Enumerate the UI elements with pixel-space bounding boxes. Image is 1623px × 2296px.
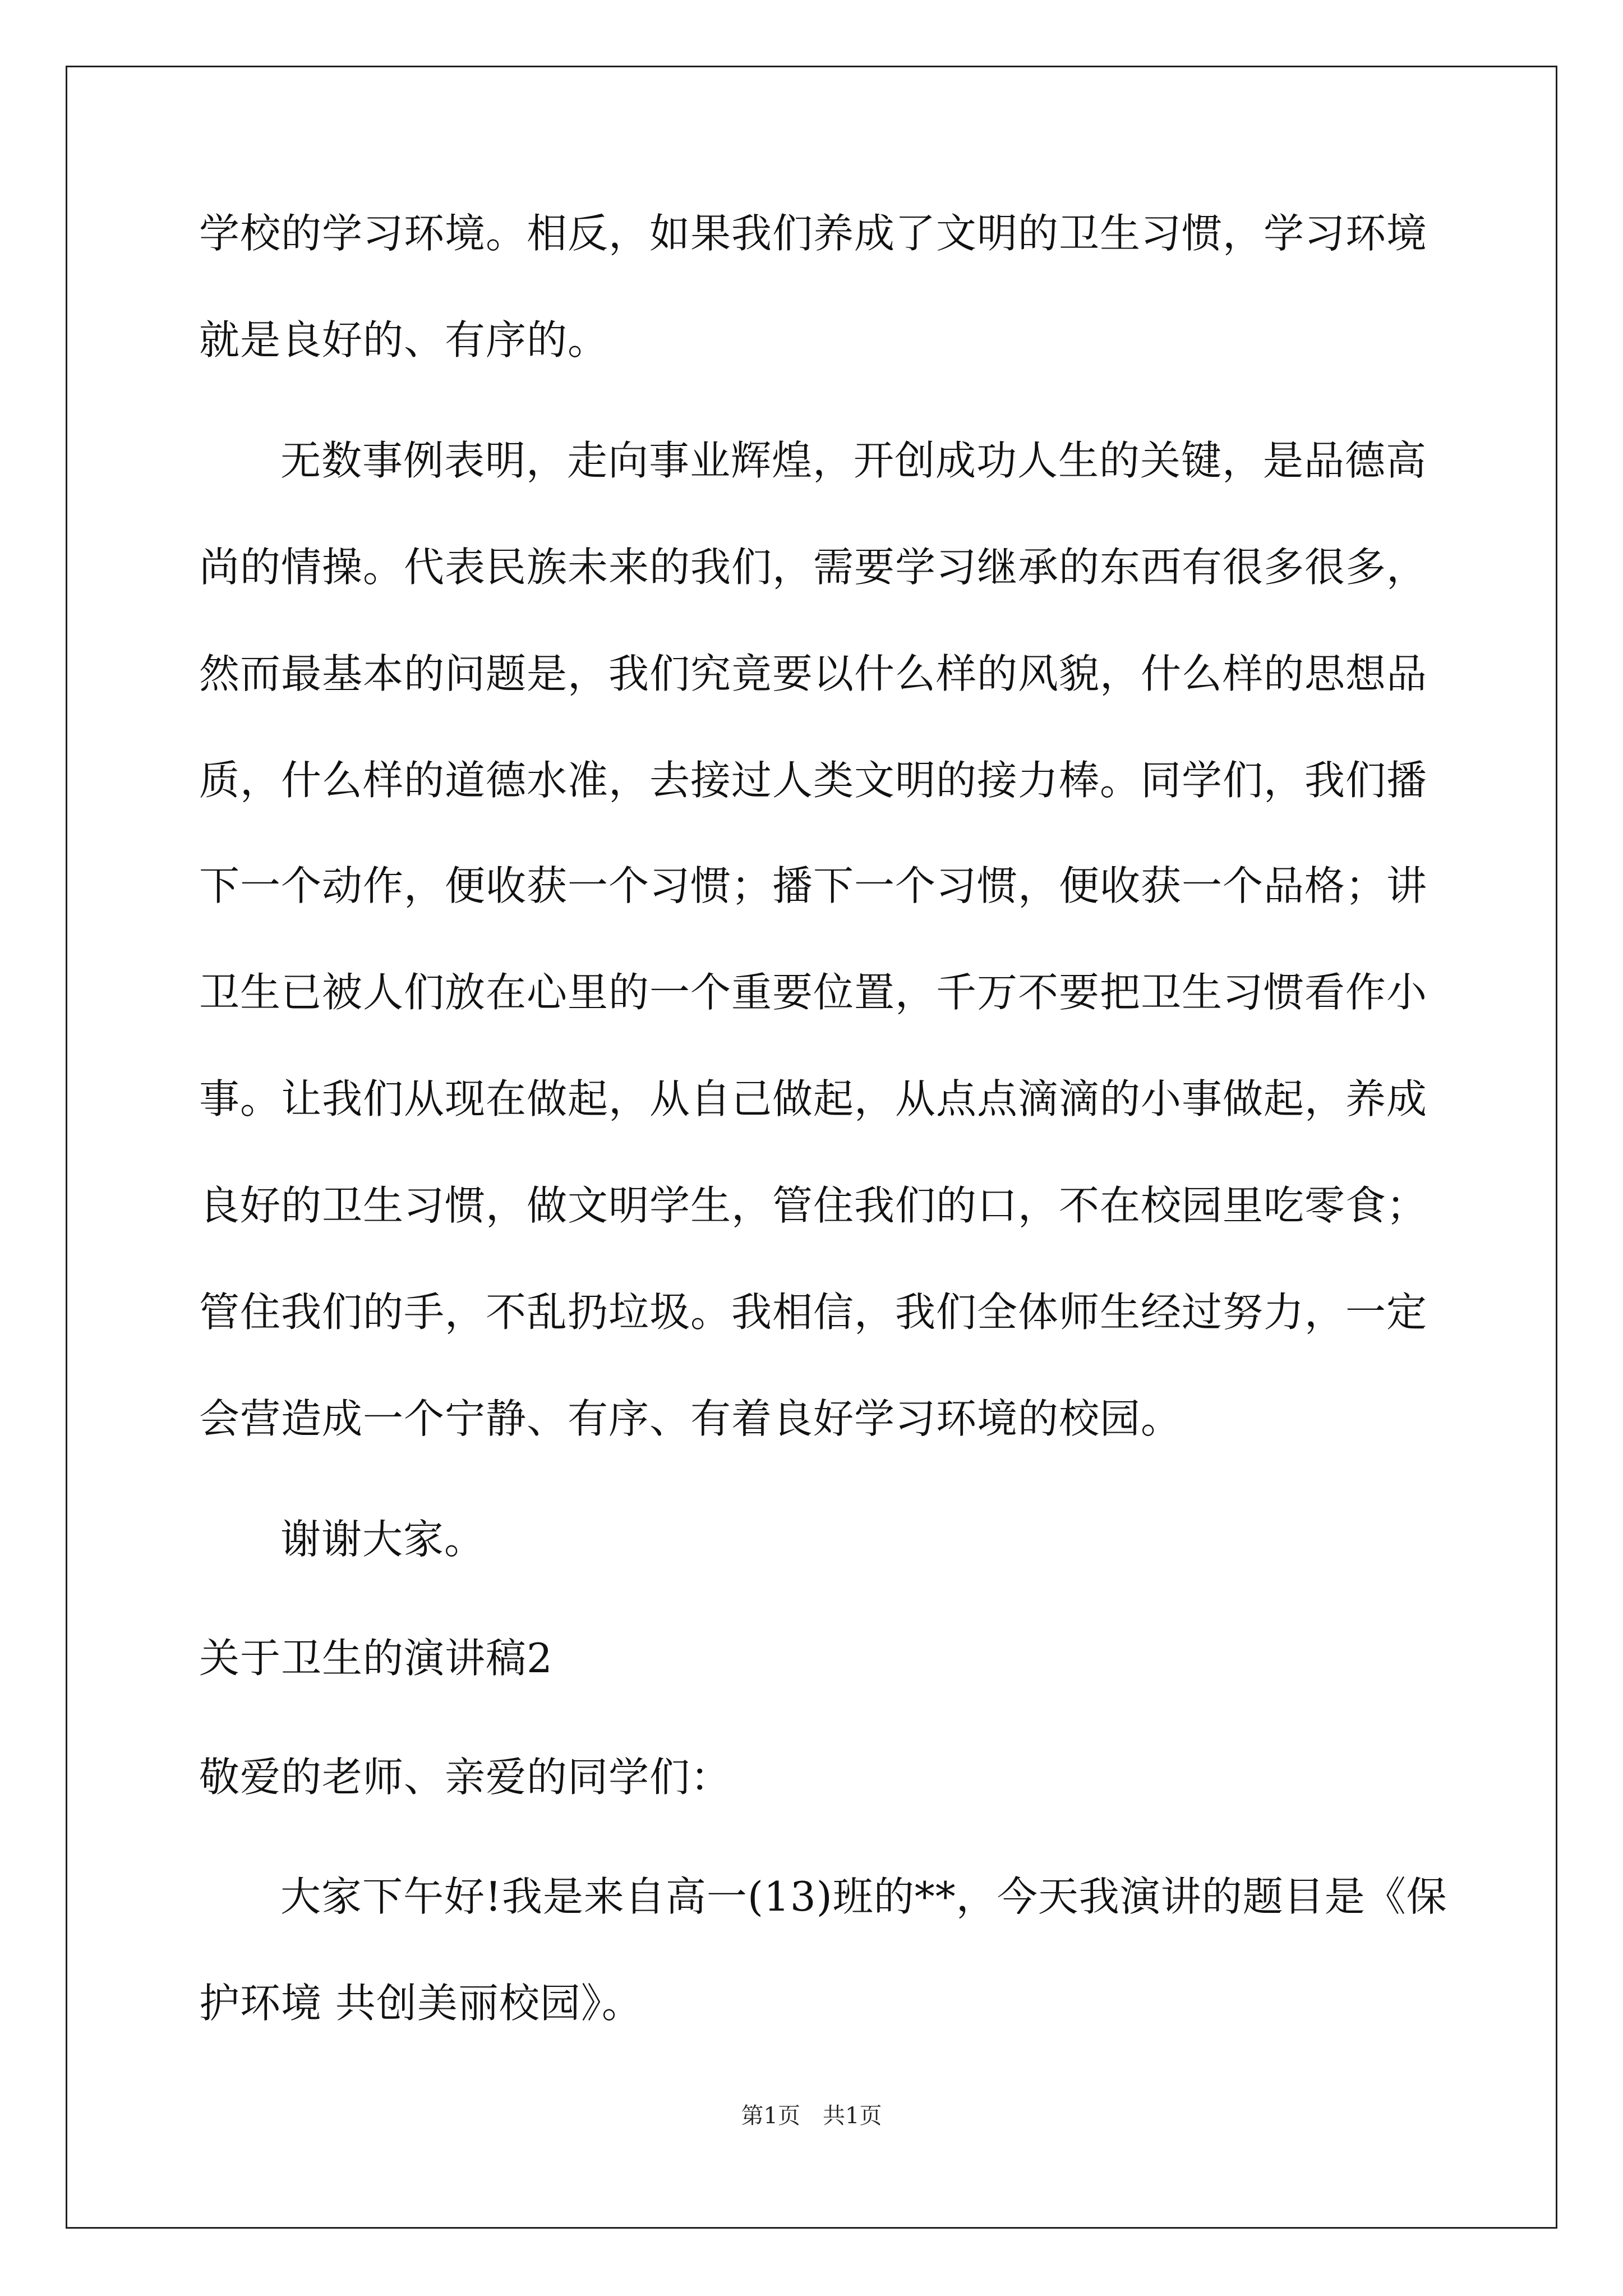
text-line: 护环境 共创美丽校园》。 bbox=[199, 1980, 643, 2027]
text-line: 会营造成一个宁静、有序、有着良好学习环境的校园。 bbox=[199, 1395, 1182, 1442]
page-footer: 第1页 共1页 bbox=[741, 2103, 882, 2129]
closing-line: 谢谢大家。 bbox=[280, 1516, 486, 1563]
paragraph-start: 无数事例表明，走向事业辉煌，开创成功人生的关键，是品德高 bbox=[280, 437, 1427, 484]
text-line: 事。让我们从现在做起，从自己做起，从点点滴滴的小事做起，养成 bbox=[199, 1075, 1428, 1122]
text-line: 就是良好的、有序的。 bbox=[199, 316, 609, 364]
text-line: 卫生已被人们放在心里的一个重要位置，千万不要把卫生习惯看作小 bbox=[199, 969, 1428, 1016]
text-line: 良好的卫生习惯，做文明学生，管住我们的口，不在校园里吃零食； bbox=[199, 1182, 1428, 1229]
text-line: 管住我们的手，不乱扔垃圾。我相信，我们全体师生经过努力，一定 bbox=[199, 1289, 1428, 1336]
text-line: 尚的情操。代表民族未来的我们，需要学习继承的东西有很多很多， bbox=[199, 544, 1428, 591]
text-line: 下一个动作，便收获一个习惯；播下一个习惯，便收获一个品格；讲 bbox=[199, 862, 1428, 909]
text-line: 质，什么样的道德水准，去接过人类文明的接力棒。同学们，我们播 bbox=[199, 757, 1428, 804]
paragraph-start: 大家下午好!我是来自高一(13)班的**，今天我演讲的题目是《保 bbox=[280, 1873, 1447, 1920]
text-line: 然而最基本的问题是，我们究竟要以什么样的风貌，什么样的思想品 bbox=[199, 650, 1428, 697]
salutation: 敬爱的老师、亲爱的同学们： bbox=[199, 1754, 732, 1801]
text-line: 学校的学习环境。相反，如果我们养成了文明的卫生习惯，学习环境 bbox=[199, 210, 1428, 257]
section-title: 关于卫生的演讲稿2 bbox=[199, 1635, 553, 1682]
